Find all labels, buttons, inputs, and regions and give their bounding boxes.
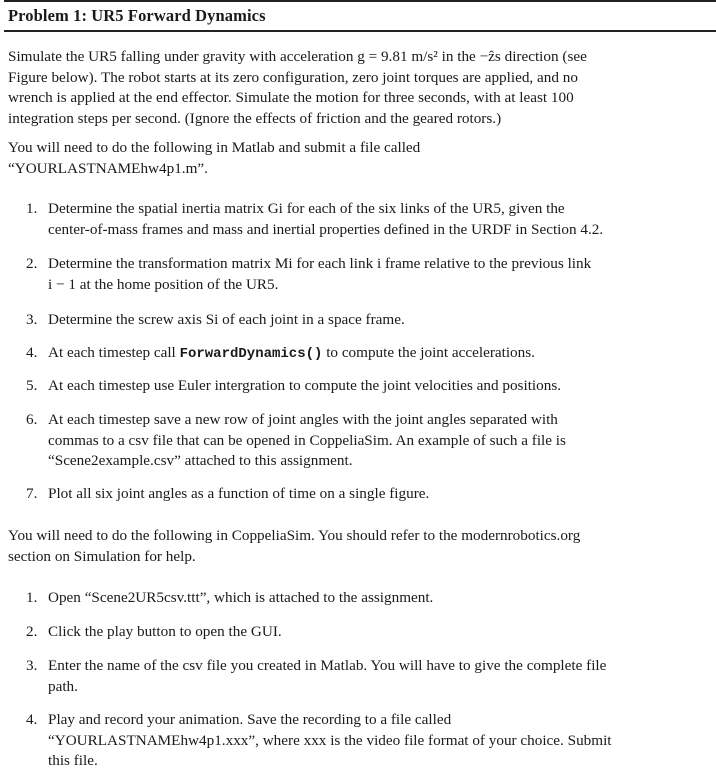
intro-paragraph	[8, 47, 708, 129]
matlab-step-1: 1. Determine the spatial inertia matrix Gi for each of the six links of the UR5, given the center-of-mass frames and mass and inertial properties defined in the URDF in Section 4.2.	[26, 200, 604, 238]
coppelia-step-3: 3. Enter the name of the csv file you created in Matlab. You will have to give the complete file path.	[26, 657, 607, 695]
matlab-intro-paragraph	[8, 138, 708, 179]
title-rule-bottom	[4, 30, 716, 32]
matlab-step-4: 4. At each timestep call ForwardDynamics() to compute the joint accelerations.	[26, 344, 535, 362]
intro-line-1: Simulate the UR5 falling under gravity with acceleration g = 9.81 m/s² in the −ẑs direction (see	[8, 48, 587, 65]
forward-dynamics-code: ForwardDynamics()	[179, 346, 323, 362]
coppelia-step-1: 1. Open “Scene2UR5csv.ttt”, which is attached to the assignment.	[26, 589, 434, 606]
coppelia-intro-paragraph	[8, 526, 708, 567]
matlab-step-3: 3. Determine the screw axis Si of each joint in a space frame.	[26, 311, 405, 328]
matlab-step-5: 5. At each timestep use Euler intergration to compute the joint velocities and positions.	[26, 377, 562, 394]
coppelia-step-2: 2. Click the play button to open the GUI.	[26, 623, 282, 640]
intro-line-4: integration steps per second. (Ignore the effects of friction and the geared rotors.)	[8, 109, 502, 127]
matlab-step-2: 2. Determine the transformation matrix Mi for each link i frame relative to the previous link i − 1 at the home position of the UR5.	[26, 255, 592, 293]
title-rule-top	[4, 0, 716, 2]
matlab-step-6: 6. At each timestep save a new row of joint angles with the joint angles separated with commas to a csv file that can be opened in CoppeliaSim. An example of such a file is “Scene2example.csv” attached to this assignment.	[26, 411, 566, 469]
coppelia-intro-line-1: You will need to do the following in CoppeliaSim. You should refer to the modernrobotics.org	[8, 527, 581, 544]
problem-title: Problem 1: UR5 Forward Dynamics	[8, 6, 266, 25]
matlab-intro-line-2: “YOURLASTNAMEhw4p1.m”.	[8, 159, 208, 177]
coppelia-intro-line-2: section on Simulation for help.	[8, 547, 196, 565]
coppelia-step-4: 4. Play and record your animation. Save the recording to a file called “YOURLASTNAMEhw4p1.xxx”, where xxx is the video file format of your choice. Submit this file.	[26, 711, 612, 769]
matlab-intro-line-1: You will need to do the following in Matlab and submit a file called	[8, 139, 421, 156]
intro-line-3: wrench is applied at the end effector. Simulate the motion for three seconds, with at least 100	[8, 89, 574, 106]
intro-line-2: Figure below). The robot starts at its zero configuration, zero joint torques are applied, and no	[8, 68, 578, 86]
matlab-step-7: 7. Plot all six joint angles as a function of time on a single figure.	[26, 485, 430, 502]
